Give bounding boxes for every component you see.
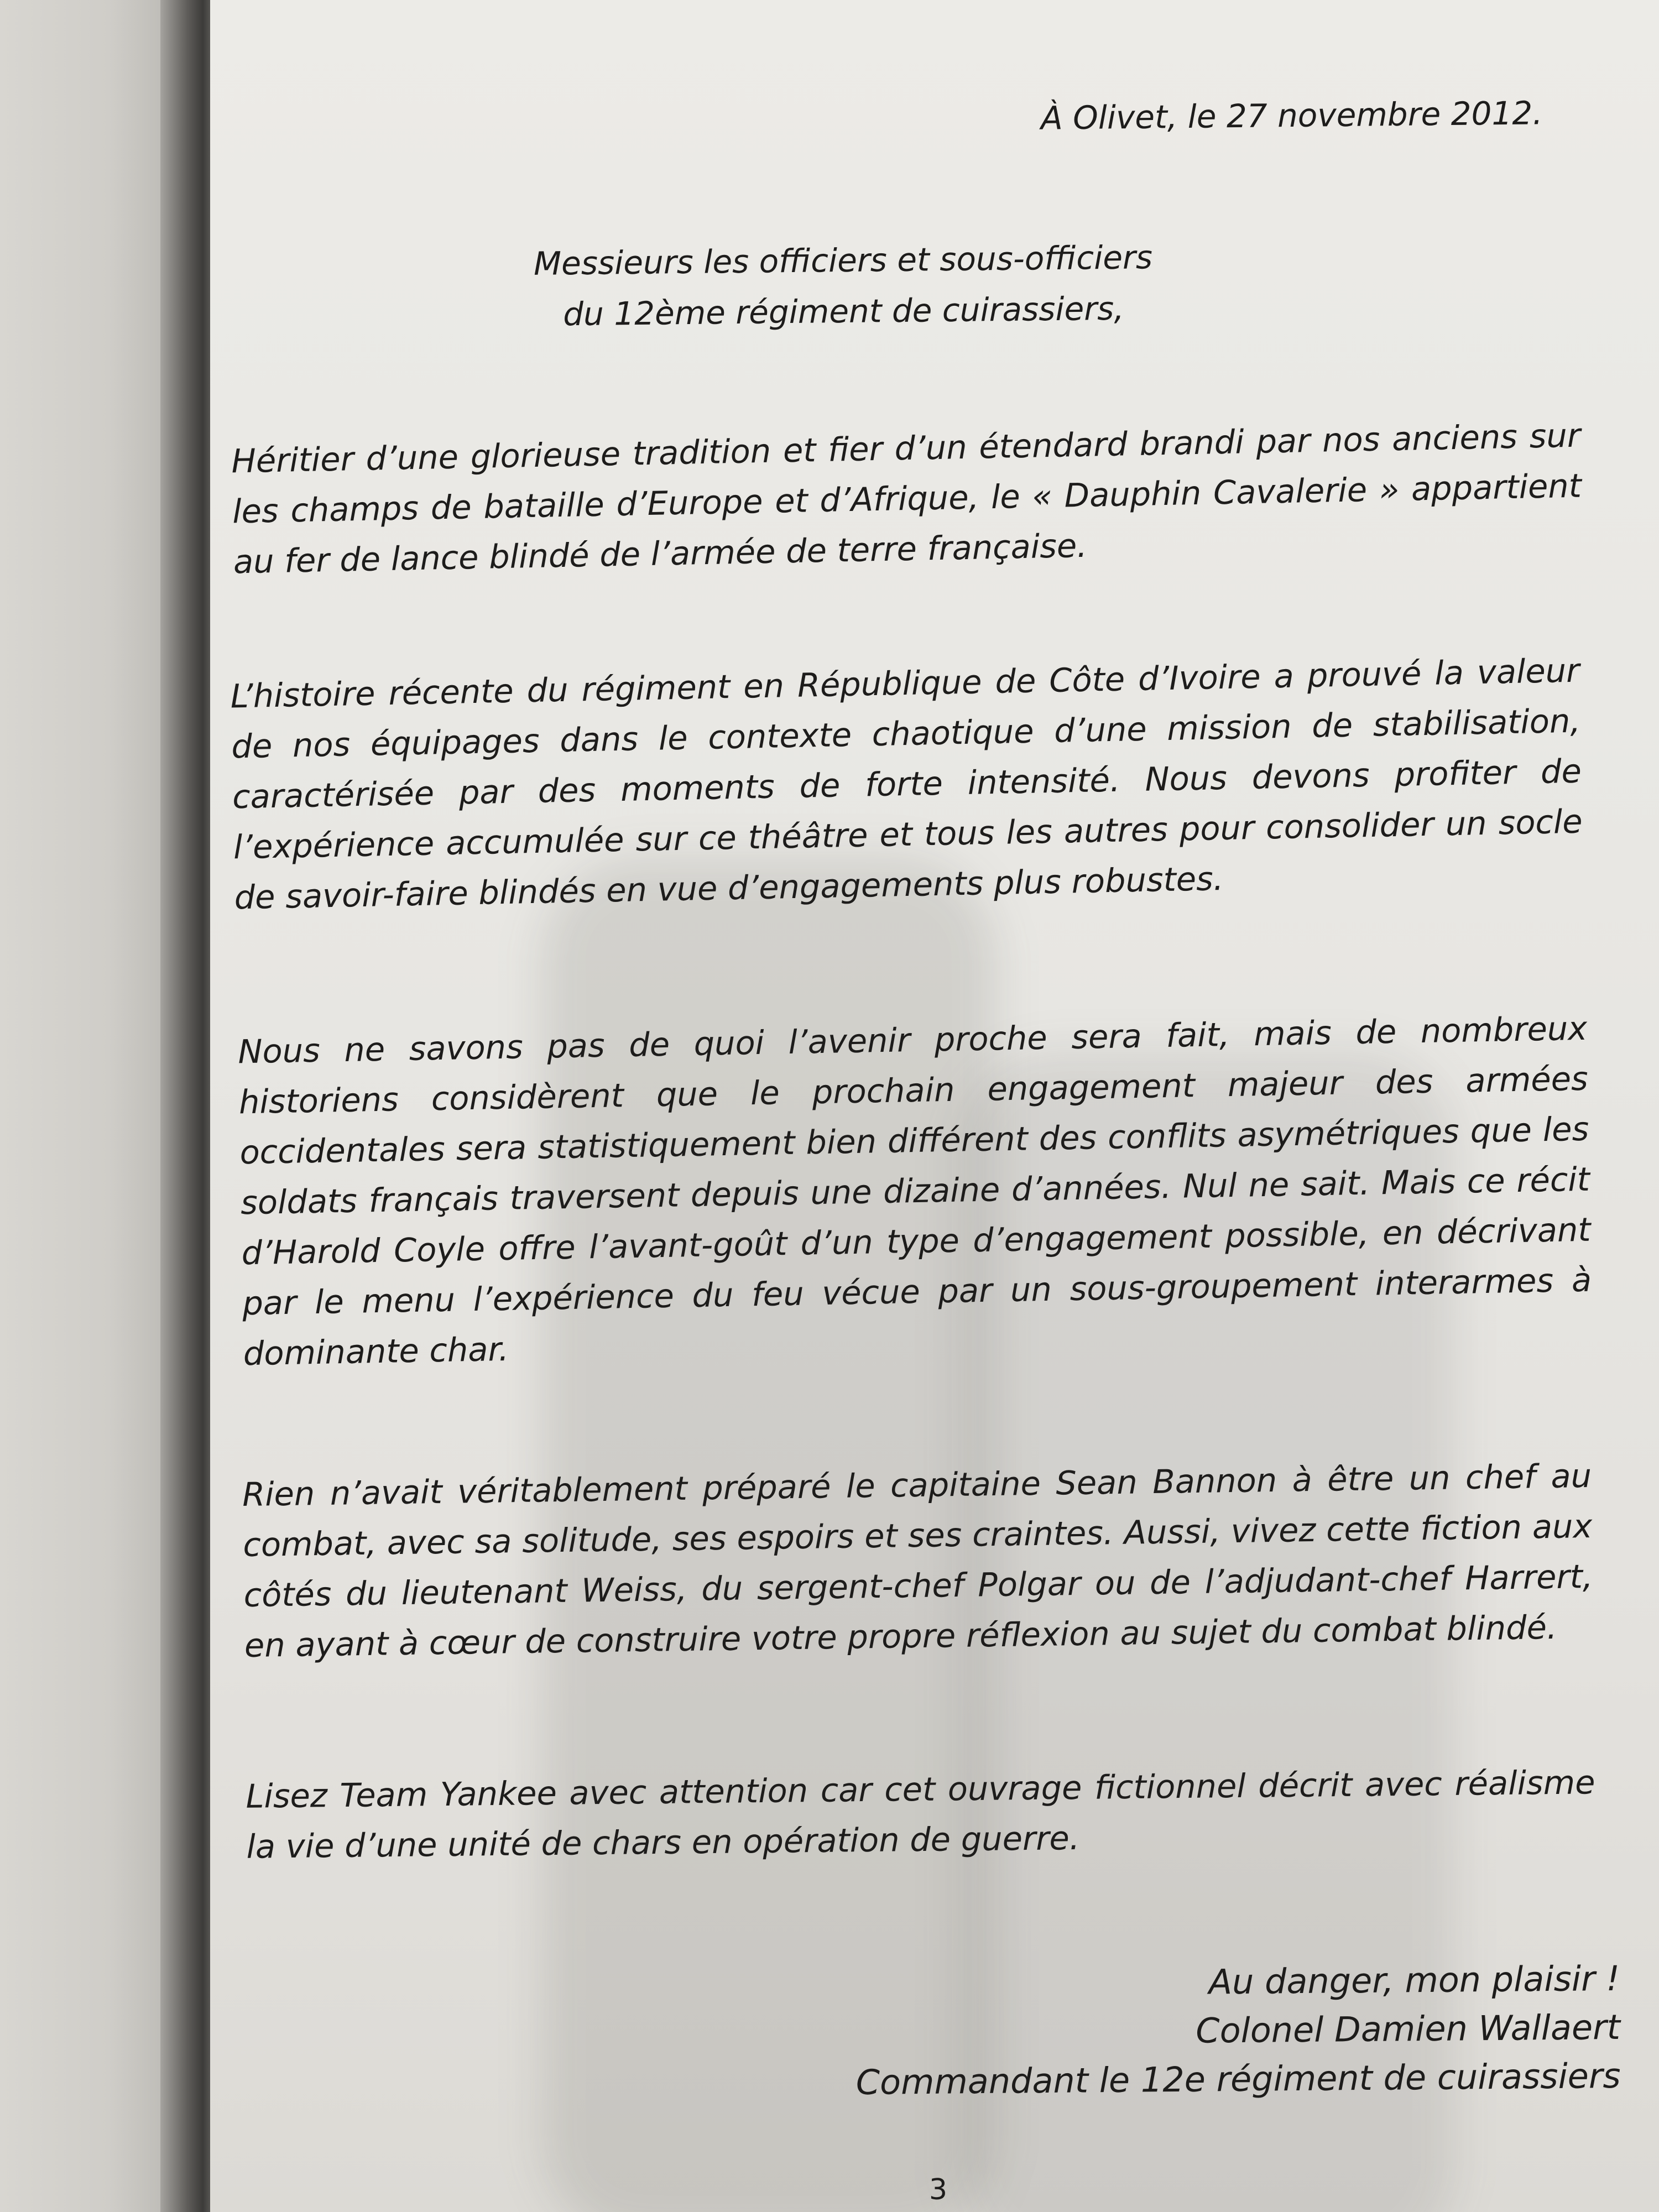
salutation-line-2: du 12ème régiment de cuirassiers, [562, 289, 1125, 333]
book-page [210, 0, 1659, 2212]
paragraph-3: Nous ne savons pas de quoi l’avenir proche sera fait, mais de nombreux historiens considèrent que le prochain engagement majeur des armées occidentales sera statistiquement bien différent des conflits asymétriques que les soldats français traversent depuis une dizaine d’années. Nul ne sait. Mais ce récit d’Harold Coyle offre l’avant-goût d’un type d’engagement possible, en décrivant par le menu l’expérience du feu vécue par un sous-groupement interarmes à dominante char. [237, 1009, 1592, 1373]
paragraph-1: Héritier d’une glorieuse tradition et fier d’un étendard brandi par nos anciens sur les champs de bataille d’Europe et d’Afrique, le « Dauphin Cavalerie » appartient au fer de lance blindé de l’armée de terre française. [231, 416, 1582, 581]
show-through-text [608, 365, 628, 424]
signatory-name: Colonel Damien Wallaert [1196, 2006, 1621, 2051]
signature-block [855, 1954, 1621, 2107]
salutation-line-1: Messieurs les officiers et sous-officiers [533, 238, 1153, 283]
dateline: À Olivet, le 27 novembre 2012. [1040, 94, 1543, 137]
paragraph-2: L’histoire récente du régiment en République de Côte d’Ivoire a prouvé la valeur de nos équipages dans le contexte chaotique d’une mission de stabilisation, caractérisée par des moments de forte intensité. Nous devons profiter de l’expérience accumulée sur ce théâtre et tous les autres pour consolider un socle de savoir-faire blindés en vue d’engagements plus robustes. [230, 651, 1583, 917]
left-page-edge [0, 0, 182, 2212]
page-number: 3 [929, 2173, 948, 2206]
motto: Au danger, mon plaisir ! [1208, 1958, 1620, 2002]
salutation [210, 228, 1477, 343]
signatory-title: Commandant le 12e régiment de cuirassiers [855, 2055, 1621, 2103]
paragraph-4: Rien n’avait véritablement préparé le capitaine Sean Bannon à être un chef au combat, avec sa solitude, ses espoirs et ses craintes. Aussi, vivez cette fiction aux côtés du lieutenant Weiss, du sergent-chef Polgar ou de l’adjudant-chef Harrert, en ayant à cœur de construire votre propre réflexion au sujet du combat blindé. [242, 1456, 1593, 1665]
paragraph-5: Lisez Team Yankee avec attention car cet ouvrage fictionnel décrit avec réalisme la vie d’une unité de chars en opération de guerre. [246, 1763, 1595, 1866]
